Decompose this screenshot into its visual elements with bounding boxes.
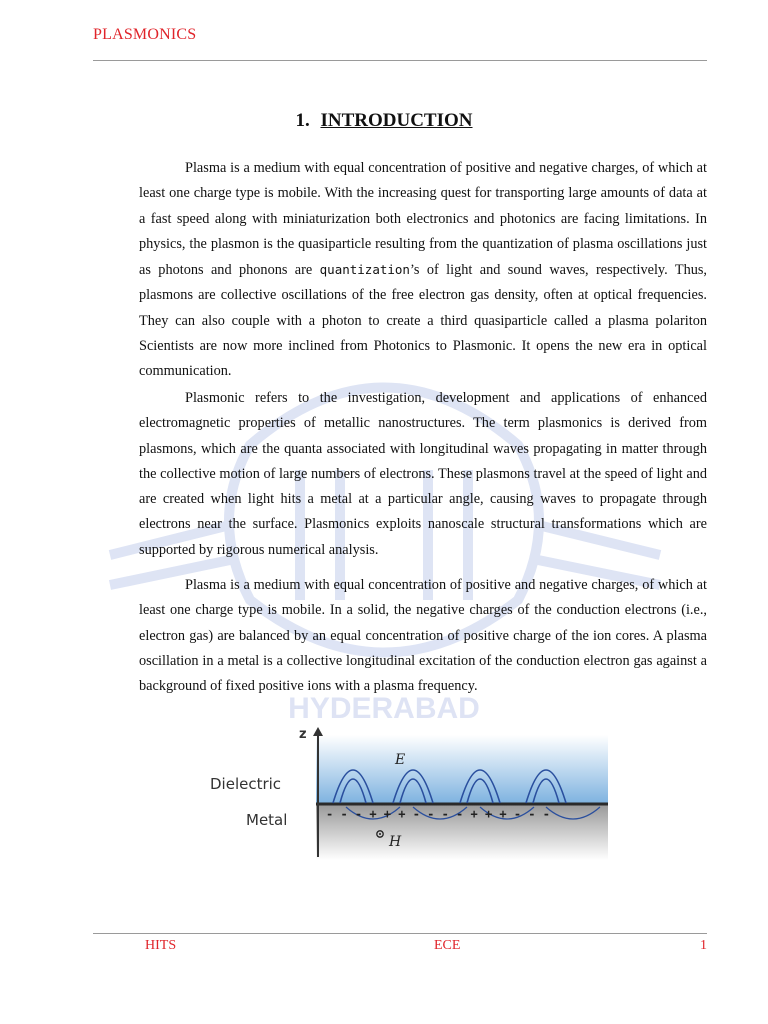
footer-institution: HITS bbox=[145, 938, 177, 953]
header-title: PLASMONICS bbox=[93, 26, 197, 43]
e-field-label: E bbox=[395, 752, 406, 768]
page-number: 1 bbox=[700, 938, 707, 953]
footer-department: ECE bbox=[434, 938, 461, 953]
plasmon-figure bbox=[208, 727, 608, 860]
paragraph-1-mono-term: quantization bbox=[319, 262, 410, 278]
section-heading bbox=[0, 110, 768, 132]
z-axis-label: z bbox=[299, 727, 307, 742]
section-title: INTRODUCTION bbox=[320, 110, 473, 131]
section-number: 1. bbox=[295, 110, 310, 131]
paragraph-3: Plasma is a medium with equal concentration of positive and negative charges, of which at least one charge type is mobile. In a solid, the negative charges of the conduction electrons (i.e., electron gas) are balanced by an equal concentration of positive charge of the ion cores. A plasma oscillation in a metal is a collective longitudinal excitation of the conduction electron gas against a background of fixed positive ions with a plasma frequency. bbox=[139, 577, 707, 695]
paragraph-1-part-2: ’s of light and sound waves, respectively. Thus, plasmons are collective oscillations of the free electron gas density, often at optical frequencies. They can also couple with a photon to create a third quasiparticle called a plasma polariton Scientists are now more inclined from Photonics to Plasmonic. It opens the new era in optical communication. bbox=[139, 262, 707, 380]
paragraph-1 bbox=[139, 156, 707, 385]
charge-pattern: - - - + + + - - - - + + + - - - bbox=[326, 807, 550, 821]
watermark-text: HYDERABAD bbox=[288, 692, 480, 725]
dielectric-region bbox=[316, 735, 608, 803]
dielectric-label: Dielectric bbox=[210, 775, 282, 793]
header-rule bbox=[93, 60, 707, 61]
paragraph-1-part-1: Plasma is a medium with equal concentration of positive and negative charges, of which at least one charge type is mobile. With the increasing quest for transporting large amounts of data at a fast speed along with miniaturization both electronics and photonics are facing limitations. In physics, the plasmon is the quasiparticle resulting from the quantization of plasma oscillations just as photons and phonons are bbox=[139, 160, 707, 279]
paragraph-2: Plasmonic refers to the investigation, development and applications of enhanced electromagnetic properties of metallic nanostructures. The term plasmonics is derived from plasmons, which are the quanta associated with longitudinal waves propagating in matter through the collective motion of large numbers of electrons. These plasmons travel at the speed of light and are created when light hits a metal at a particular angle, causing waves to propagate through electrons near the surface. Plasmonics exploits nanoscale structural transformations which are supported by rigorous numerical analysis. bbox=[139, 390, 707, 558]
metal-label: Metal bbox=[246, 811, 288, 829]
h-field-label: H bbox=[389, 834, 402, 850]
footer-rule bbox=[93, 933, 707, 934]
